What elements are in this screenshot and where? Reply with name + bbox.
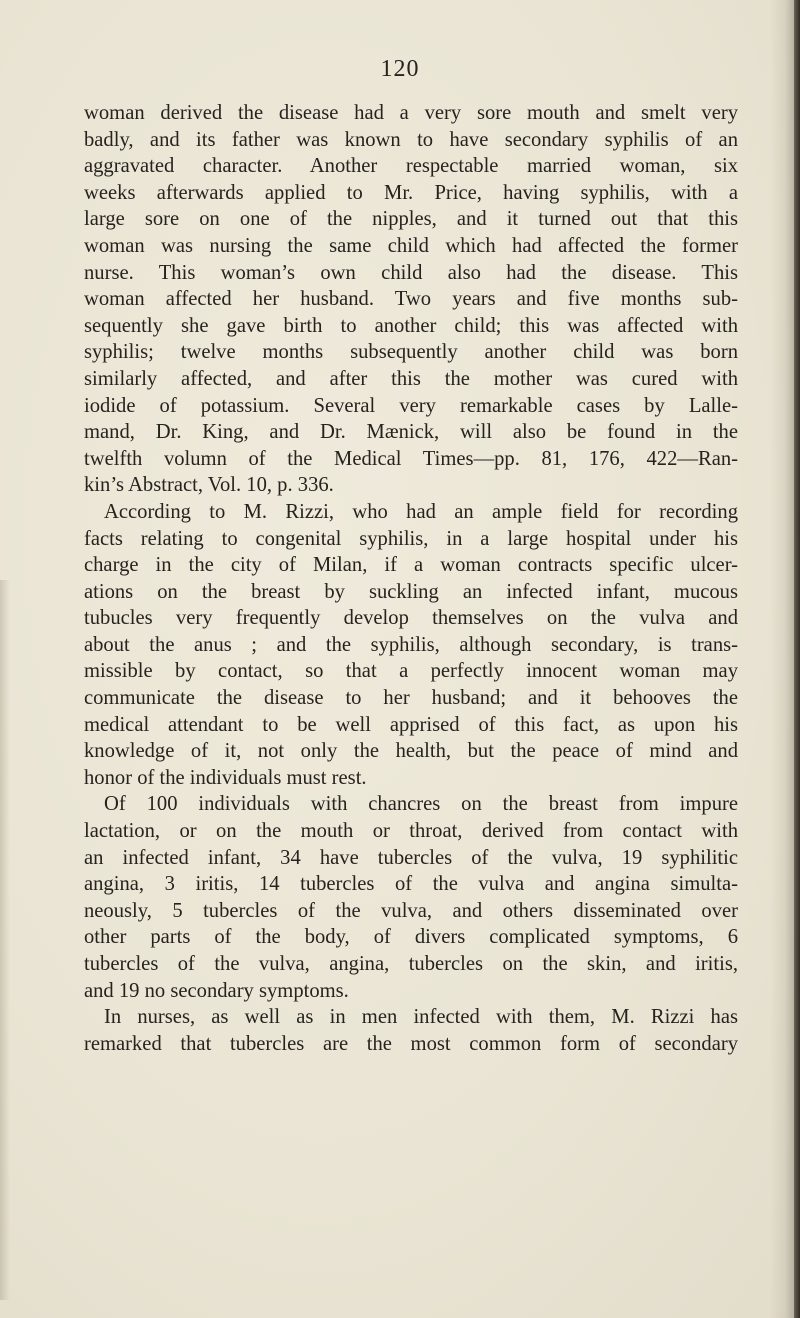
- text-line: neously, 5 tubercles of the vulva, and others disseminated over: [84, 899, 738, 922]
- text-line: sequently she gave birth to another child; this was affected with: [84, 314, 738, 337]
- text-line: In nurses, as well as in men infected with them, M. Rizzi has: [104, 1006, 738, 1029]
- text-line: mand, Dr. King, and Dr. Mænick, will also be found in the: [84, 421, 738, 444]
- text-line: charge in the city of Milan, if a woman contracts specific ulcer-: [84, 554, 738, 577]
- page-edge-shadow: [0, 580, 10, 1300]
- text-line: facts relating to congenital syphilis, in a large hospital under his: [84, 527, 738, 550]
- text-line: woman derived the disease had a very sore mouth and smelt very: [84, 102, 738, 124]
- text-line: communicate the disease to her husband; and it behooves the: [84, 687, 738, 710]
- text-line: weeks afterwards applied to Mr. Price, having syphilis, with a: [84, 181, 738, 204]
- text-line: According to M. Rizzi, who had an ample field for recording: [104, 500, 738, 523]
- text-line: and 19 no secondary symptoms.: [84, 979, 349, 1002]
- text-line: badly, and its father was known to have secondary syphilis of an: [84, 128, 738, 151]
- text-line: medical attendant to be well apprised of this fact, as upon his: [84, 713, 738, 736]
- text-line: remarked that tubercles are the most common form of secondary: [84, 1032, 738, 1055]
- text-line: missible by contact, so that a perfectly innocent woman may: [84, 660, 738, 683]
- text-line: an infected infant, 34 have tubercles of the vulva, 19 syphilitic: [84, 846, 738, 869]
- text-line: similarly affected, and after this the mother was cured with: [84, 367, 738, 390]
- text-line: angina, 3 iritis, 14 tubercles of the vulva and angina simulta-: [84, 873, 738, 896]
- text-line: knowledge of it, not only the health, but the peace of mind and: [84, 740, 738, 763]
- text-line: lactation, or on the mouth or throat, derived from contact with: [84, 820, 738, 843]
- text-line: woman affected her husband. Two years and five months sub-: [84, 288, 738, 311]
- text-line: iodide of potassium. Several very remarkable cases by Lalle-: [84, 394, 738, 417]
- text-line: Of 100 individuals with chancres on the breast from impure: [104, 793, 738, 816]
- text-line: tubucles very frequently develop themselves on the vulva and: [84, 607, 738, 630]
- text-line: kin’s Abstract, Vol. 10, p. 336.: [84, 474, 334, 497]
- page-number: 120: [380, 56, 420, 82]
- text-line: other parts of the body, of divers complicated symptoms, 6: [84, 926, 738, 949]
- text-line: woman was nursing the same child which had affected the former: [84, 234, 738, 257]
- text-line: ations on the breast by suckling an infected infant, mucous: [84, 580, 738, 603]
- body-text: [84, 100, 738, 1057]
- text-line: large sore on one of the nipples, and it turned out that this: [84, 208, 738, 231]
- text-line: about the anus ; and the syphilis, although secondary, is trans-: [84, 633, 738, 656]
- text-line: nurse. This woman’s own child also had the disease. This: [84, 261, 738, 284]
- text-line: tubercles of the vulva, angina, tubercles on the skin, and iritis,: [84, 953, 738, 975]
- binding-edge: [794, 0, 800, 1318]
- text-line: syphilis; twelve months subsequently another child was born: [84, 341, 738, 364]
- text-line: honor of the individuals must rest.: [84, 766, 367, 789]
- text-line: aggravated character. Another respectable married woman, six: [84, 155, 738, 178]
- text-line: twelfth volumn of the Medical Times—pp. 81, 176, 422—Ran-: [84, 447, 738, 470]
